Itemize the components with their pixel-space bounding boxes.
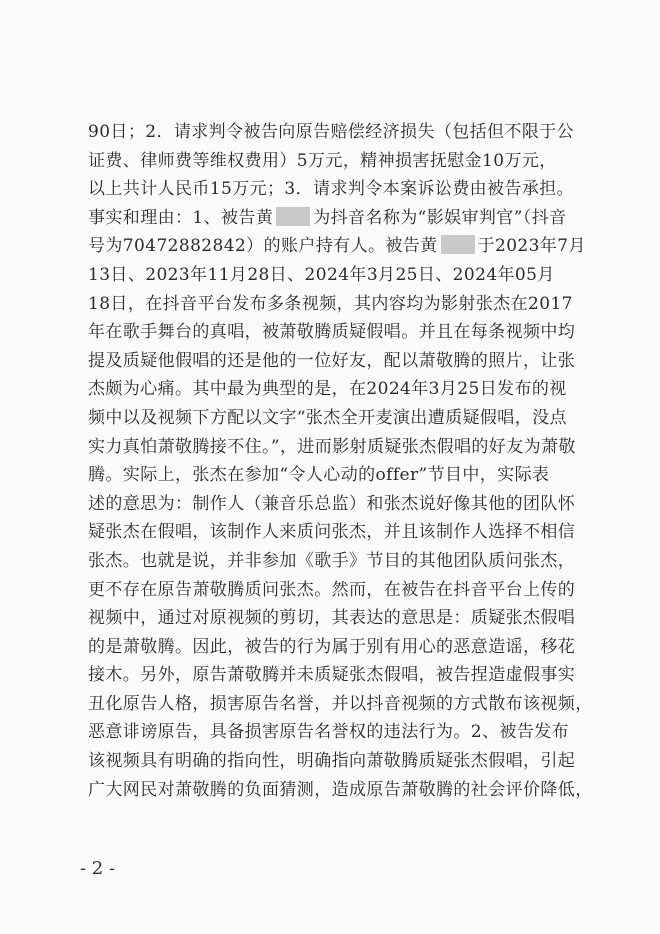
text-line-18: 视频中，通过对原视频的剪切，其表达的意思是：质疑张杰假唱 <box>88 608 576 629</box>
text-line-14: 述的意思为：制作人（兼音乐总监）和张杰说好像其他的团队怀 <box>88 493 576 514</box>
text-line-13: 腾。实际上，张杰在参加“令人心动的offer”节目中，实际表 <box>88 465 550 486</box>
text-line-8: 年在歌手舞台的真唱，被萧敬腾质疑假唱。并且在每条视频中均 <box>88 322 576 343</box>
text-line-4: 事实和理由：1、被告黄 为抖音名称为“影娱审判官”（抖音 <box>88 207 567 228</box>
redaction-box <box>276 207 310 226</box>
text-line-23: 该视频具有明确的指向性，明确指向萧敬腾质疑张杰假唱，引起 <box>88 751 576 772</box>
text-line-1: 90日；2．请求判令被告向原告赔偿经济损失（包括但不限于公 <box>88 122 575 142</box>
text-line-11: 频中以及视频下方配以文字“张杰全开麦演出遭质疑假唱，没点 <box>88 407 567 428</box>
page-number: - 2 - <box>80 858 116 879</box>
text-line-19: 的是萧敬腾。因此，被告的行为属于别有用心的恶意造谣，移花 <box>88 636 576 657</box>
text-line-16: 张杰。也就是说，并非参加《歌手》节目的其他团队质问张杰， <box>88 550 576 571</box>
text-line-10: 杰颇为心痛。其中最为典型的是，在2024年3月25日发布的视 <box>88 379 567 400</box>
text-line-20: 接木。另外，原告萧敬腾并未质疑张杰假唱，被告捏造虚假事实 <box>88 665 576 686</box>
text-line-24: 广大网民对萧敬腾的负面猜测，造成原告萧敬腾的社会评价降低， <box>88 779 593 800</box>
redaction-box <box>441 235 475 254</box>
text-line-5: 号为70472882842）的账户持有人。被告黄 于2023年7月 <box>88 236 586 257</box>
text-line-6: 13日、2023年11月28日、2024年3月25日、2024年05月 <box>88 264 555 285</box>
text-line-9: 提及质疑他假唱的还是他的一位好友，配以萧敬腾的照片，让张 <box>88 350 576 371</box>
text-line-2: 证费、律师费等维权费用）5万元，精神损害抚慰金10万元， <box>88 150 557 171</box>
text-line-15: 疑张杰在假唱，该制作人来质问张杰，并且该制作人选择不相信 <box>88 522 576 543</box>
text-line-7: 18日，在抖音平台发布多条视频，其内容均为影射张杰在2017 <box>88 293 573 314</box>
text-line-17: 更不存在原告萧敬腾质问张杰。然而，在被告在抖音平台上传的 <box>88 579 576 600</box>
text-line-21: 丑化原告人格，损害原告名誉，并以抖音视频的方式散布该视频， <box>88 693 593 714</box>
text-line-3: 以上共计人民币15万元；3．请求判令本案诉讼费由被告承担。 <box>88 179 575 200</box>
text-line-22: 恶意诽谤原告，具备损害原告名誉权的违法行为。2、被告发布 <box>88 722 570 743</box>
text-line-12: 实力真怕萧敬腾接不住。”，进而影射质疑张杰假唱的好友为萧敬 <box>88 436 576 457</box>
body-text <box>88 118 593 804</box>
